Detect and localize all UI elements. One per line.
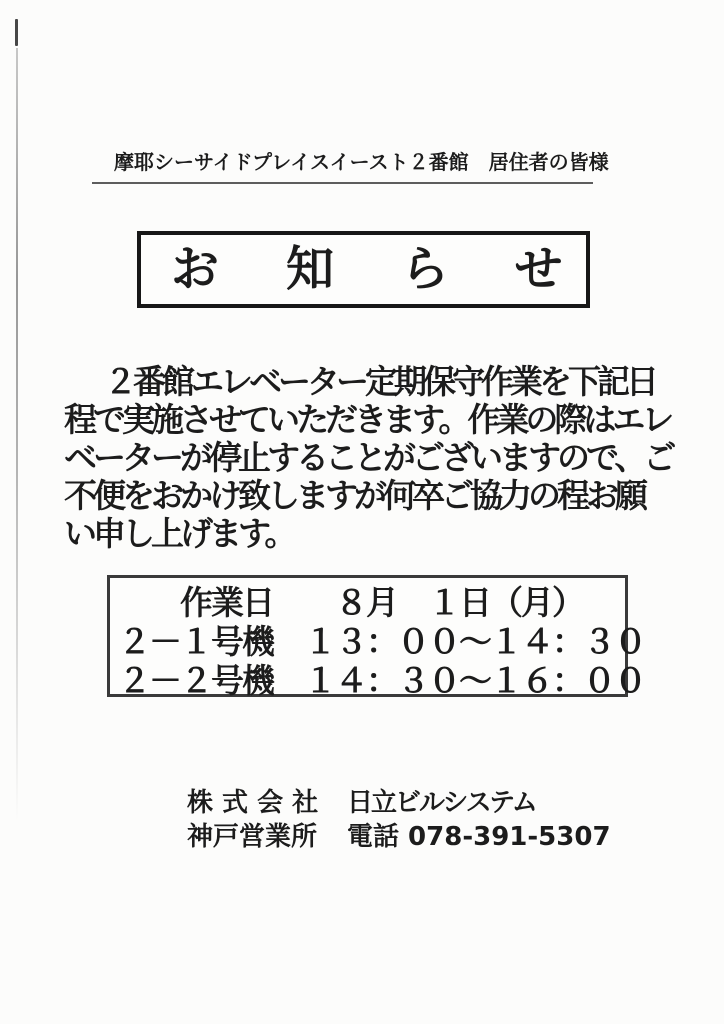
body-paragraph: [64, 363, 684, 553]
scan-artifact-tick: [15, 19, 18, 46]
schedule-box: [107, 575, 645, 700]
footer-company-block: [187, 786, 611, 854]
company-name: 日立ビルシステム: [347, 788, 536, 818]
body-line: 程で実施させていただきます。作業の際はエレ: [64, 400, 671, 439]
scan-artifact-line: [16, 48, 18, 822]
notice-title-box: [137, 231, 630, 308]
body-line: ２番館エレベーター定期保守作業を下記日: [104, 362, 655, 401]
recipient-line: 摩耶シーサイドプレイスイースト２番館 居住者の皆様: [92, 150, 593, 184]
office-name: 神戸営業所: [187, 822, 318, 852]
schedule-row-workdate: 作業日 ８月 １日（月）: [118, 583, 583, 622]
phone-line: 電話 078-391-5307: [347, 822, 611, 852]
company-type: 株 式 会 社: [187, 788, 319, 818]
body-line: ベーターが停止することがございますので、ご: [64, 438, 673, 477]
schedule-row-elevator-2-1: ２－１号機 １３：００～１４：３０: [118, 622, 645, 661]
notice-title: お知らせ: [171, 241, 630, 297]
body-line: い申し上げます。: [64, 514, 294, 553]
schedule-row-elevator-2-2: ２－２号機 １４：３０～１６：００: [118, 661, 645, 700]
body-line: 不便をおかけ致しますが何卒ご協力の程お願: [64, 476, 644, 515]
